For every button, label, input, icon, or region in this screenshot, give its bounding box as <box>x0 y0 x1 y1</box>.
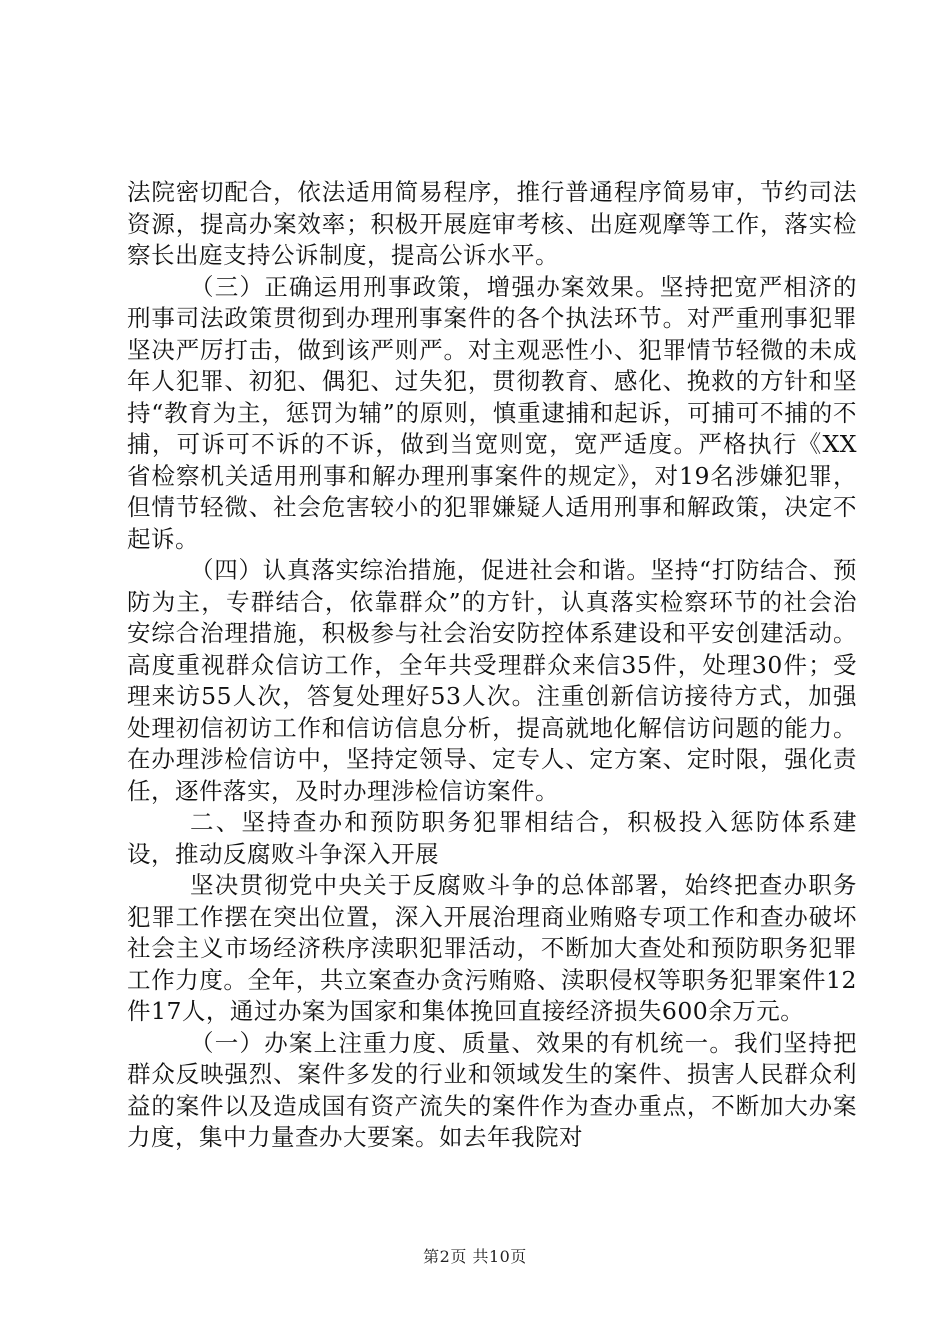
section-heading-2: 二、坚持查办和预防职务犯罪相结合，积极投入惩防体系建设，推动反腐败斗争深入开展 <box>127 808 857 868</box>
paragraph-continuation: 法院密切配合，依法适用简易程序，推行普通程序简易审，节约司法资源，提高办案效率；积极开展庭审考核、出庭观摩等工作，落实检察长出庭支持公诉制度，提高公诉水平。 <box>127 178 857 269</box>
paragraph-anti-corruption: 坚决贯彻党中央关于反腐败斗争的总体部署，始终把查办职务犯罪工作摆在突出位置，深入开展治理商业贿赂专项工作和查办破坏社会主义市场经济秩序渎职犯罪活动，不断加大查处和预防职务犯罪工作力度。全年，共立案查办贪污贿赂、渎职侵权等职务犯罪案件12件17人，通过办案为国家和集体挽回直接经济损失600余万元。 <box>127 871 857 1025</box>
paragraph-subsection-1: （一）办案上注重力度、质量、效果的有机统一。我们坚持把群众反映强烈、案件多发的行业和领域发生的案件、损害人民群众利益的案件以及造成国有资产流失的案件作为查办重点，不断加大办案力度，集中力量查办大要案。如去年我院对 <box>127 1028 857 1151</box>
paragraph-section-3: （三）正确运用刑事政策，增强办案效果。坚持把宽严相济的刑事司法政策贯彻到办理刑事案件的各个执法环节。对严重刑事犯罪坚决严厉打击，做到该严则严。对主观恶性小、犯罪情节轻微的未成年人犯罪、初犯、偶犯、过失犯，贯彻教育、感化、挽救的方针和坚持“教育为主，惩罚为辅”的原则，慎重逮捕和起诉，可捕可不捕的不捕，可诉可不诉的不诉，做到当宽则宽，宽严适度。严格执行《XX省检察机关适用刑事和解办理刑事案件的规定》，对19名涉嫌犯罪，但情节轻微、社会危害较小的犯罪嫌疑人适用刑事和解政策，决定不起诉。 <box>127 272 857 553</box>
document-body <box>127 177 857 1154</box>
page-number-footer: 第2页 共10页 <box>423 1247 527 1266</box>
paragraph-section-4: （四）认真落实综治措施，促进社会和谐。坚持“打防结合、预防为主，专群结合，依靠群众”的方针，认真落实检察环节的社会治安综合治理措施，积极参与社会治安防控体系建设和平安创建活动。高度重视群众信访工作，全年共受理群众来信35件，处理30件；受理来访55人次，答复处理好53人次。注重创新信访接待方式，加强处理初信初访工作和信访信息分析，提高就地化解信访问题的能力。在办理涉检信访中，坚持定领导、定专人、定方案、定时限，强化责任，逐件落实，及时办理涉检信访案件。 <box>127 556 857 805</box>
